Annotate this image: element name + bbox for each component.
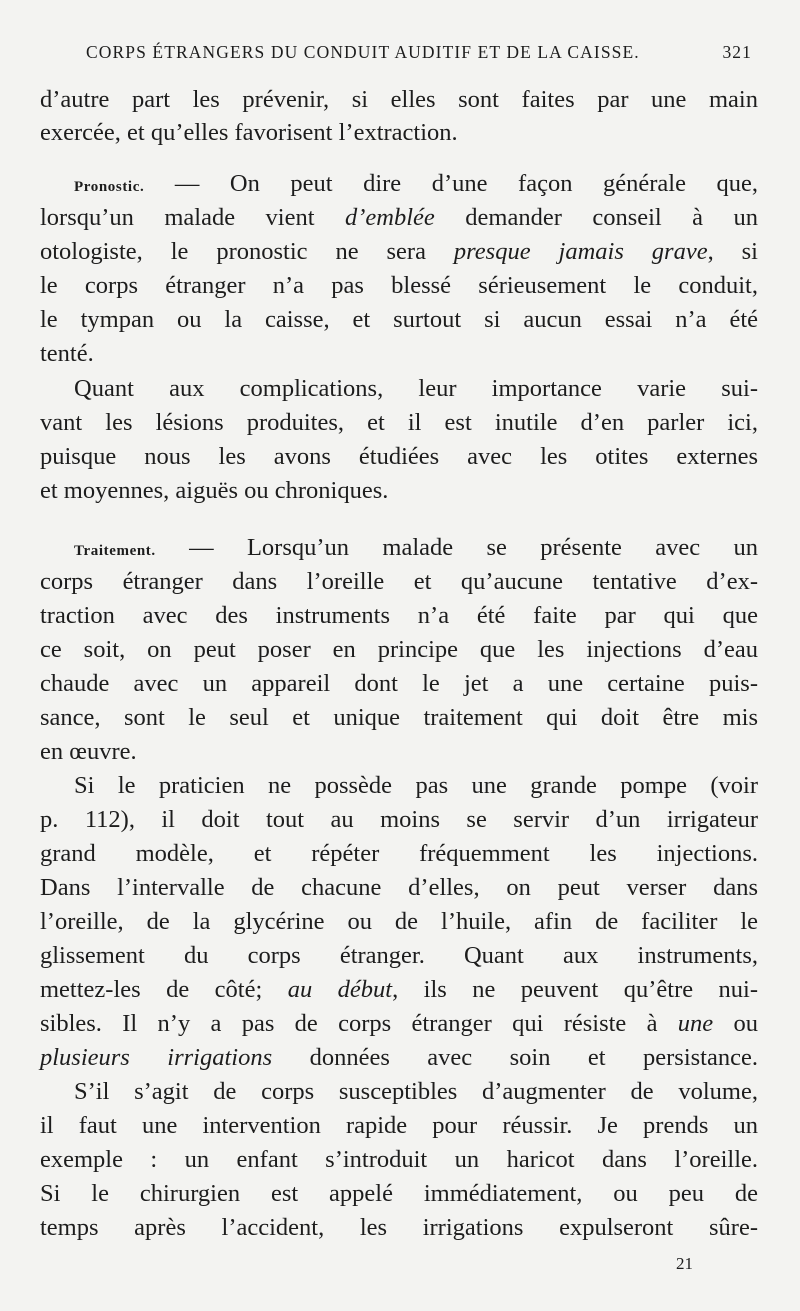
emphasis: d’emblée <box>345 204 435 231</box>
text-line: et moyennes, aiguës ou chroniques. <box>40 477 389 504</box>
text-line: ce soit, on peut poser en principe que les injections d’eau <box>40 636 758 663</box>
text-line: corps étranger dans l’oreille et qu’aucune tentative d’ex- <box>40 568 758 595</box>
text-line: Si le praticien ne possède pas une grande pompe (voir <box>74 772 758 799</box>
text-line: Quant aux complications, leur importance varie sui- <box>74 375 758 402</box>
text-line: l’oreille, de la glycérine ou de l’huile, afin de faciliter le <box>40 908 758 935</box>
text-line: en œuvre. <box>40 738 137 765</box>
emphasis: au début <box>287 976 393 1003</box>
emphasis: presque jamais grave <box>453 238 708 265</box>
text-line: mettez-les de côté; au début, ils ne peuvent qu’être nui- <box>40 976 759 1003</box>
page-number: 321 <box>722 42 752 62</box>
text-line: Dans l’intervalle de chacune d’elles, on peut verser dans <box>40 874 758 901</box>
text-line: vant les lésions produites, et il est inutile d’en parler ici, <box>40 409 758 436</box>
text-line: le tympan ou la caisse, et surtout si aucun essai n’a été <box>40 306 758 333</box>
text-line: plusieurs irrigations données avec soin et persistance. <box>40 1044 758 1071</box>
text-line: p. 112), il doit tout au moins se servir d’un irrigateur <box>40 806 758 833</box>
text-line: tenté. <box>40 340 94 367</box>
text-line: temps après l’accident, les irrigations expulseront sûre- <box>40 1214 758 1241</box>
running-title: CORPS ÉTRANGERS DU CONDUIT AUDITIF ET DE LA CAISSE. <box>86 42 640 62</box>
text-line: S’il s’agit de corps susceptibles d’augmenter de volume, <box>74 1078 758 1105</box>
text-line: exercée, et qu’elles favorisent l’extraction. <box>40 119 458 146</box>
section-label-traitement: Traitement. <box>74 543 156 559</box>
text-line: sibles. Il n’y a pas de corps étranger qui résiste à une ou <box>40 1010 758 1037</box>
section-label-pronostic: Pronostic. <box>74 179 145 195</box>
text-line: otologiste, le pronostic ne sera presque jamais grave, si <box>40 238 758 265</box>
section-traitement-first-line: Traitement. — Lorsqu’un malade se présente avec un <box>74 534 758 561</box>
text-line: exemple : un enfant s’introduit un haricot dans l’oreille. <box>40 1146 758 1173</box>
text-line: grand modèle, et répéter fréquemment les injections. <box>40 840 758 867</box>
signature-mark: 21 <box>676 1254 693 1273</box>
text-line: glissement du corps étranger. Quant aux instruments, <box>40 942 758 969</box>
text-line: puisque nous les avons étudiées avec les otites externes <box>40 443 758 470</box>
text-line: d’autre part les prévenir, si elles sont faites par une main <box>40 86 758 113</box>
section-pronostic-first-line: Pronostic. — On peut dire d’une façon générale que, <box>74 170 758 197</box>
running-head <box>40 42 752 72</box>
text-line: il faut une intervention rapide pour réussir. Je prends un <box>40 1112 758 1139</box>
text-line: lorsqu’un malade vient d’emblée demander conseil à un <box>40 204 759 231</box>
text-line: chaude avec un appareil dont le jet a une certaine puis- <box>40 670 758 697</box>
text-line: sance, sont le seul et unique traitement qui doit être mis <box>40 704 758 731</box>
text-line: traction avec des instruments n’a été faite par qui que <box>40 602 758 629</box>
emphasis: plusieurs irrigations <box>40 1044 273 1071</box>
text-line: le corps étranger n’a pas blessé sérieusement le conduit, <box>40 272 758 299</box>
emphasis: une <box>677 1010 714 1037</box>
text-line: Si le chirurgien est appelé immédiatement, ou peu de <box>40 1180 758 1207</box>
